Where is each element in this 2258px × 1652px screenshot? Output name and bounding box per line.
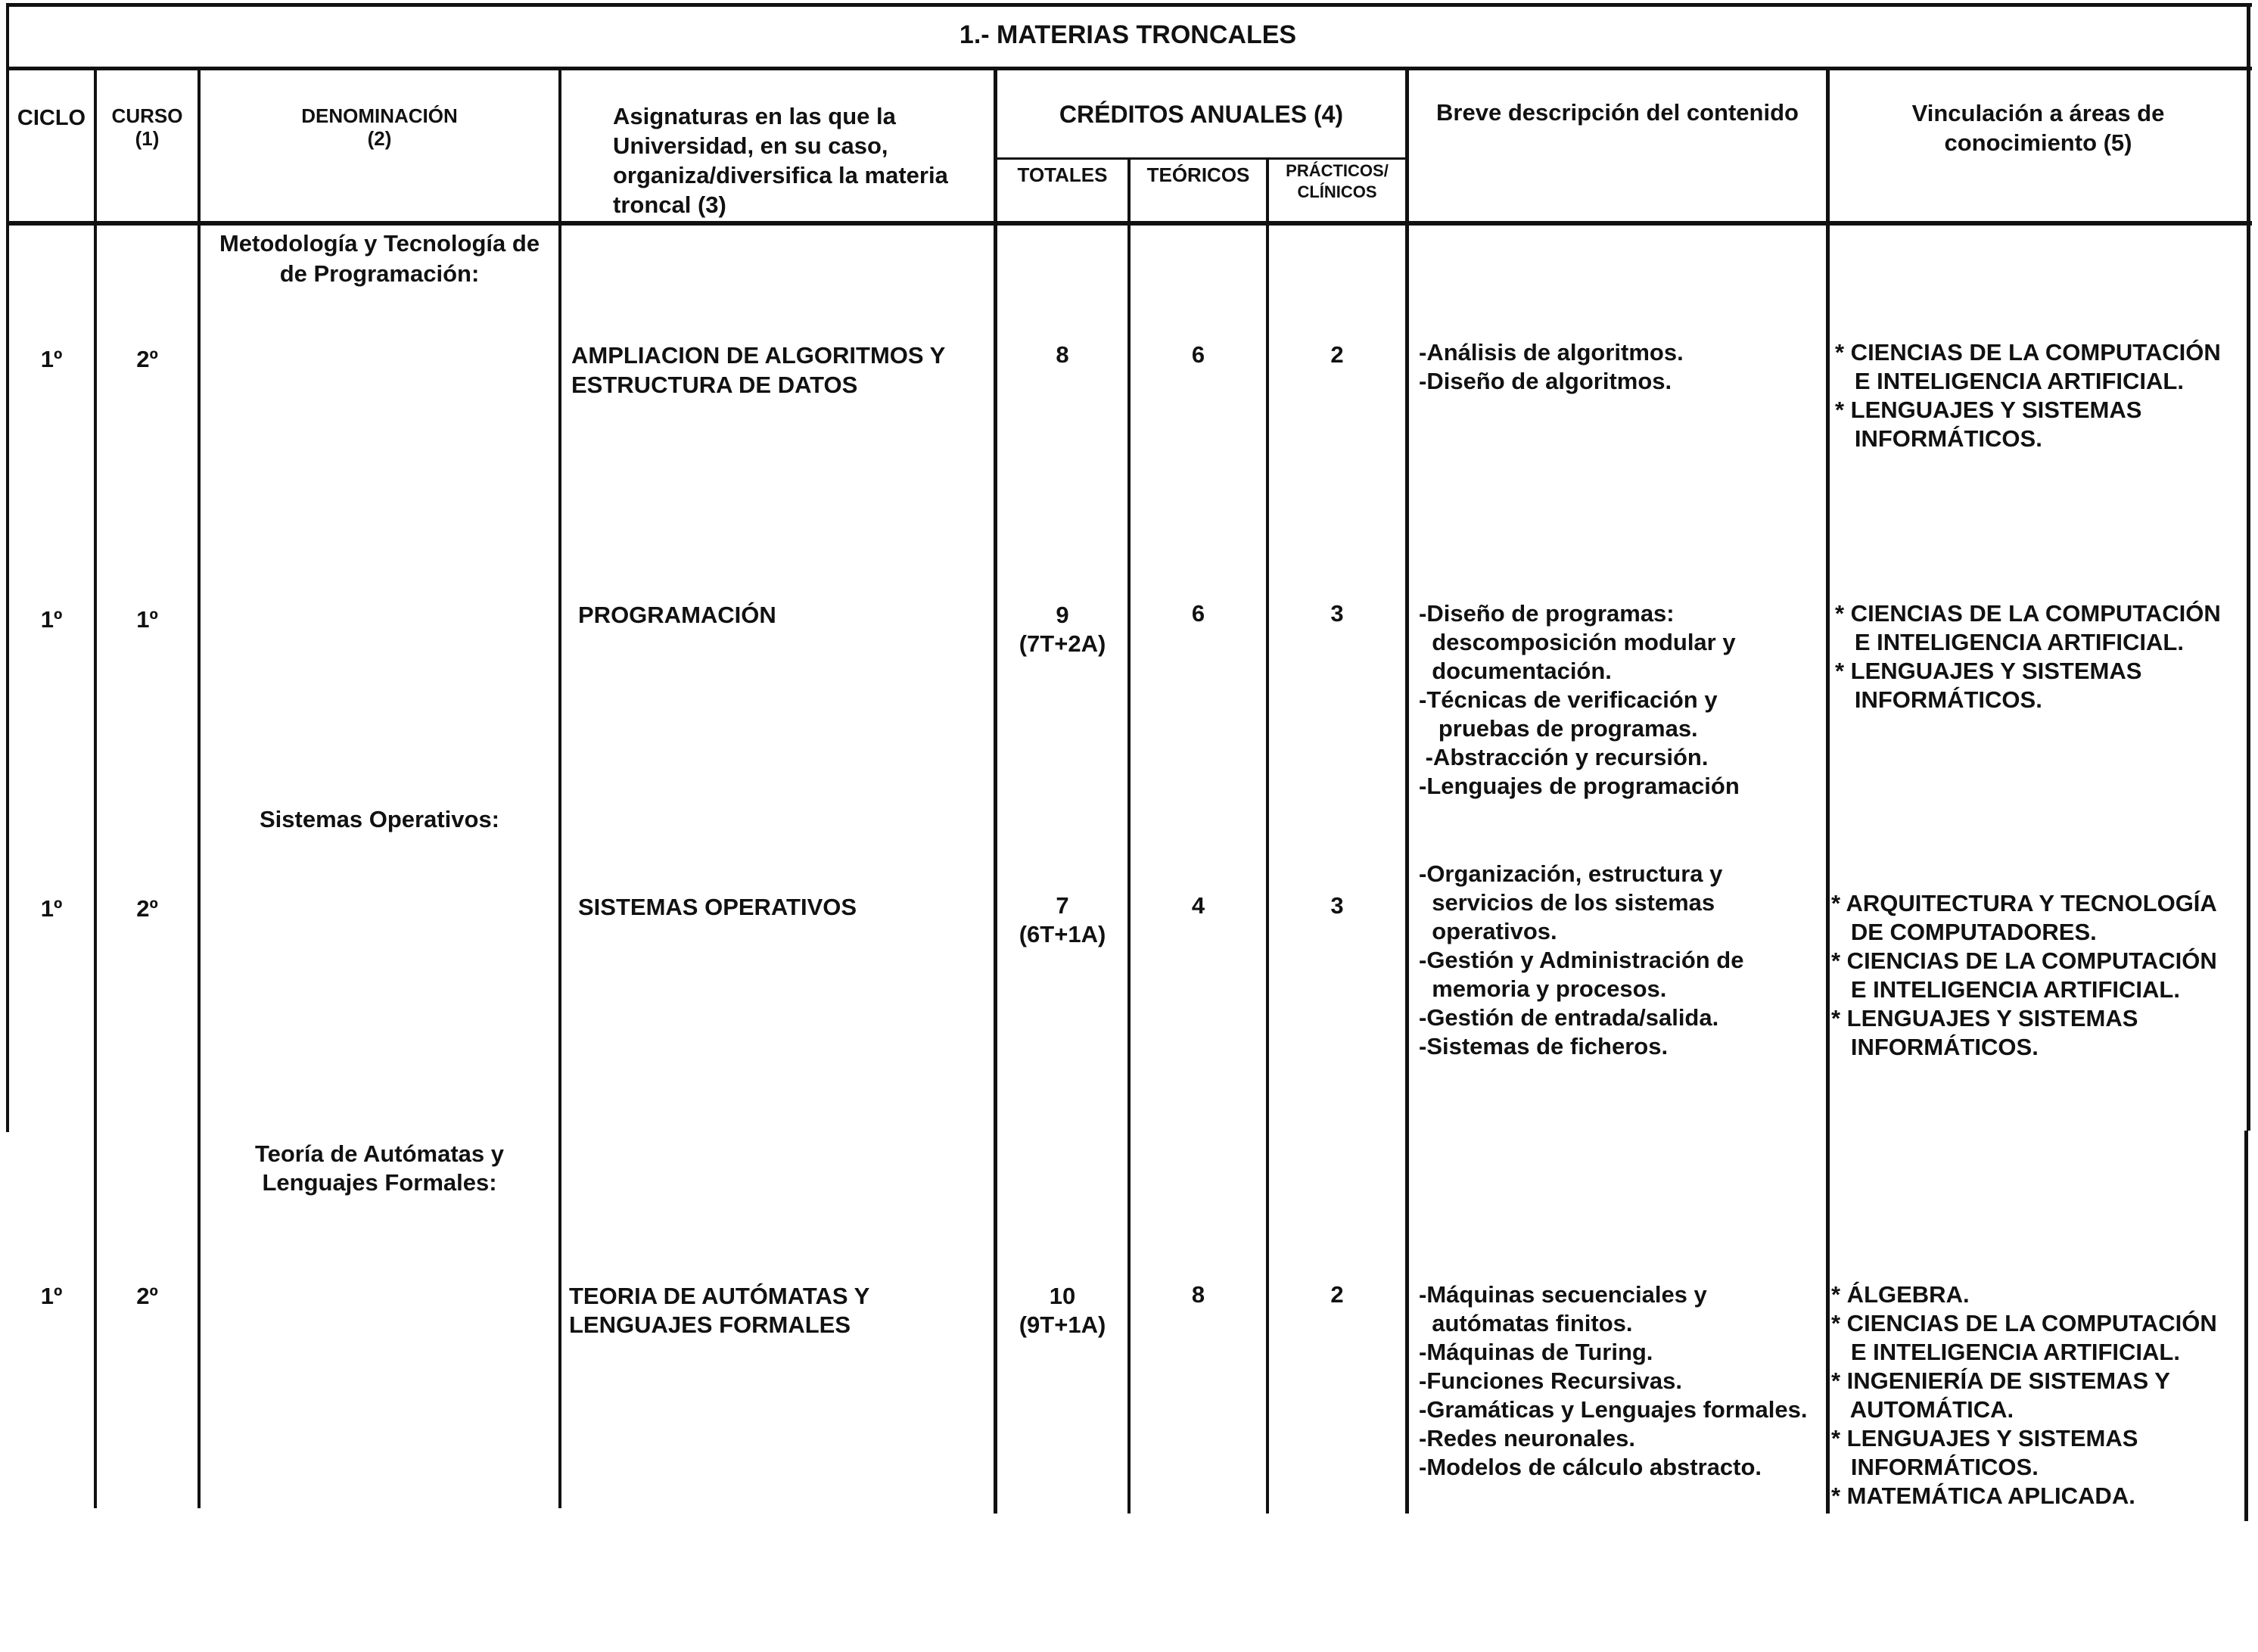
table-right-border [2247, 3, 2250, 1131]
header-denominacion: DENOMINACIÓN (2) [301, 104, 458, 150]
practicos-cell: 3 [1330, 892, 1344, 919]
col-divider-descripcion [1826, 70, 1830, 1514]
section-title: 1.- MATERIAS TRONCALES [959, 20, 1297, 49]
ciclo-cell: 1º [40, 1283, 63, 1309]
header-creditos: CRÉDITOS ANUALES (4) [1059, 101, 1344, 128]
header-descripcion: Breve descripción del contenido [1436, 99, 1799, 126]
header-practicos: PRÁCTICOS/ CLÍNICOS [1286, 161, 1389, 201]
asignatura-cell: SISTEMAS OPERATIVOS [578, 894, 857, 920]
areas-cell: * CIENCIAS DE LA COMPUTACIÓN E INTELIGENCIA ARTIFICIAL. * LENGUAJES Y SISTEMAS INFORMÁTICOS. [1835, 600, 2221, 713]
areas-cell: * ÁLGEBRA. * CIENCIAS DE LA COMPUTACIÓN E INTELIGENCIA ARTIFICIAL. * INGENIERÍA DE SISTEMAS Y AUTOMÁTICA. * LENGUAJES Y SISTEMAS INFORMÁTICOS. * MATEMÁTICA APLICADA. [1831, 1281, 2217, 1509]
table-left-border [6, 3, 9, 1132]
areas-cell: * ARQUITECTURA Y TECNOLOGÍA DE COMPUTADORES. * CIENCIAS DE LA COMPUTACIÓN E INTELIGENCIA ARTIFICIAL. * LENGUAJES Y SISTEMAS INFORMÁTICOS. [1831, 890, 2217, 1060]
descripcion-cell: -Organización, estructura y servicios de los sistemas operativos. -Gestión y Administración de memoria y procesos. -Gestión de entrada/salida. -Sistemas de ficheros. [1419, 860, 1744, 1059]
curso-cell: 1º [136, 606, 158, 633]
col-divider-creditos [1405, 70, 1409, 1514]
curso-cell: 2º [136, 346, 158, 372]
header-asignaturas: Asignaturas en las que la Universidad, en su caso, organiza/diversifica la materia troncal (3) [613, 103, 948, 218]
totales-cell: 8 [1056, 341, 1069, 368]
practicos-cell: 2 [1330, 1281, 1344, 1308]
teoricos-cell: 4 [1191, 892, 1205, 919]
totales-cell: 10 (9T+1A) [1019, 1283, 1106, 1338]
teoricos-cell: 6 [1191, 600, 1205, 627]
descripcion-cell: -Análisis de algoritmos. -Diseño de algoritmos. [1419, 339, 1684, 394]
areas-cell: * CIENCIAS DE LA COMPUTACIÓN E INTELIGENCIA ARTIFICIAL. * LENGUAJES Y SISTEMAS INFORMÁTICOS. [1835, 339, 2221, 452]
totales-cell: 7 (6T+1A) [1019, 892, 1106, 947]
col-divider-denominacion [558, 70, 561, 1508]
header-ciclo: CICLO [17, 106, 86, 130]
materia-denominacion: Metodología y Tecnología de de Programación: [219, 230, 540, 287]
title-bottom-border [6, 67, 2252, 70]
ciclo-cell: 1º [40, 346, 63, 372]
totales-cell: 9 (7T+2A) [1019, 602, 1106, 657]
header-totales: TOTALES [1017, 163, 1108, 186]
header-vinculacion: Vinculación a áreas de conocimiento (5) [1911, 100, 2165, 156]
asignatura-cell: PROGRAMACIÓN [578, 602, 776, 628]
descripcion-cell: -Máquinas secuenciales y autómatas finitos. -Máquinas de Turing. -Funciones Recursivas. -Gramáticas y Lenguajes formales. -Redes neuronales. -Modelos de cálculo abstracto. [1419, 1281, 1808, 1480]
descripcion-cell: -Diseño de programas: descomposición modular y documentación. -Técnicas de verificación y pruebas de programas. -Abstracción y recursión. -Lenguajes de programación [1419, 600, 1740, 799]
ciclo-cell: 1º [40, 606, 63, 633]
curso-cell: 2º [136, 895, 158, 922]
table-right-border-lower [2244, 1131, 2248, 1521]
header-curso: CURSO (1) [111, 104, 183, 150]
materia-denominacion: Sistemas Operativos: [259, 806, 500, 832]
teoricos-cell: 6 [1191, 341, 1205, 368]
curso-cell: 2º [136, 1283, 158, 1309]
asignatura-cell: AMPLIACION DE ALGORITMOS Y ESTRUCTURA DE DATOS [571, 342, 946, 398]
creditos-subheader-border [996, 157, 1406, 160]
header-teoricos: TEÓRICOS [1146, 163, 1250, 186]
asignatura-cell: TEORIA DE AUTÓMATAS Y LENGUAJES FORMALES [569, 1283, 870, 1338]
teoricos-cell: 8 [1191, 1281, 1205, 1308]
materia-denominacion: Teoría de Autómatas y Lenguajes Formales: [254, 1140, 505, 1196]
practicos-cell: 2 [1330, 341, 1344, 368]
practicos-cell: 3 [1330, 600, 1344, 627]
ciclo-cell: 1º [40, 895, 63, 922]
table-top-border [6, 3, 2252, 7]
